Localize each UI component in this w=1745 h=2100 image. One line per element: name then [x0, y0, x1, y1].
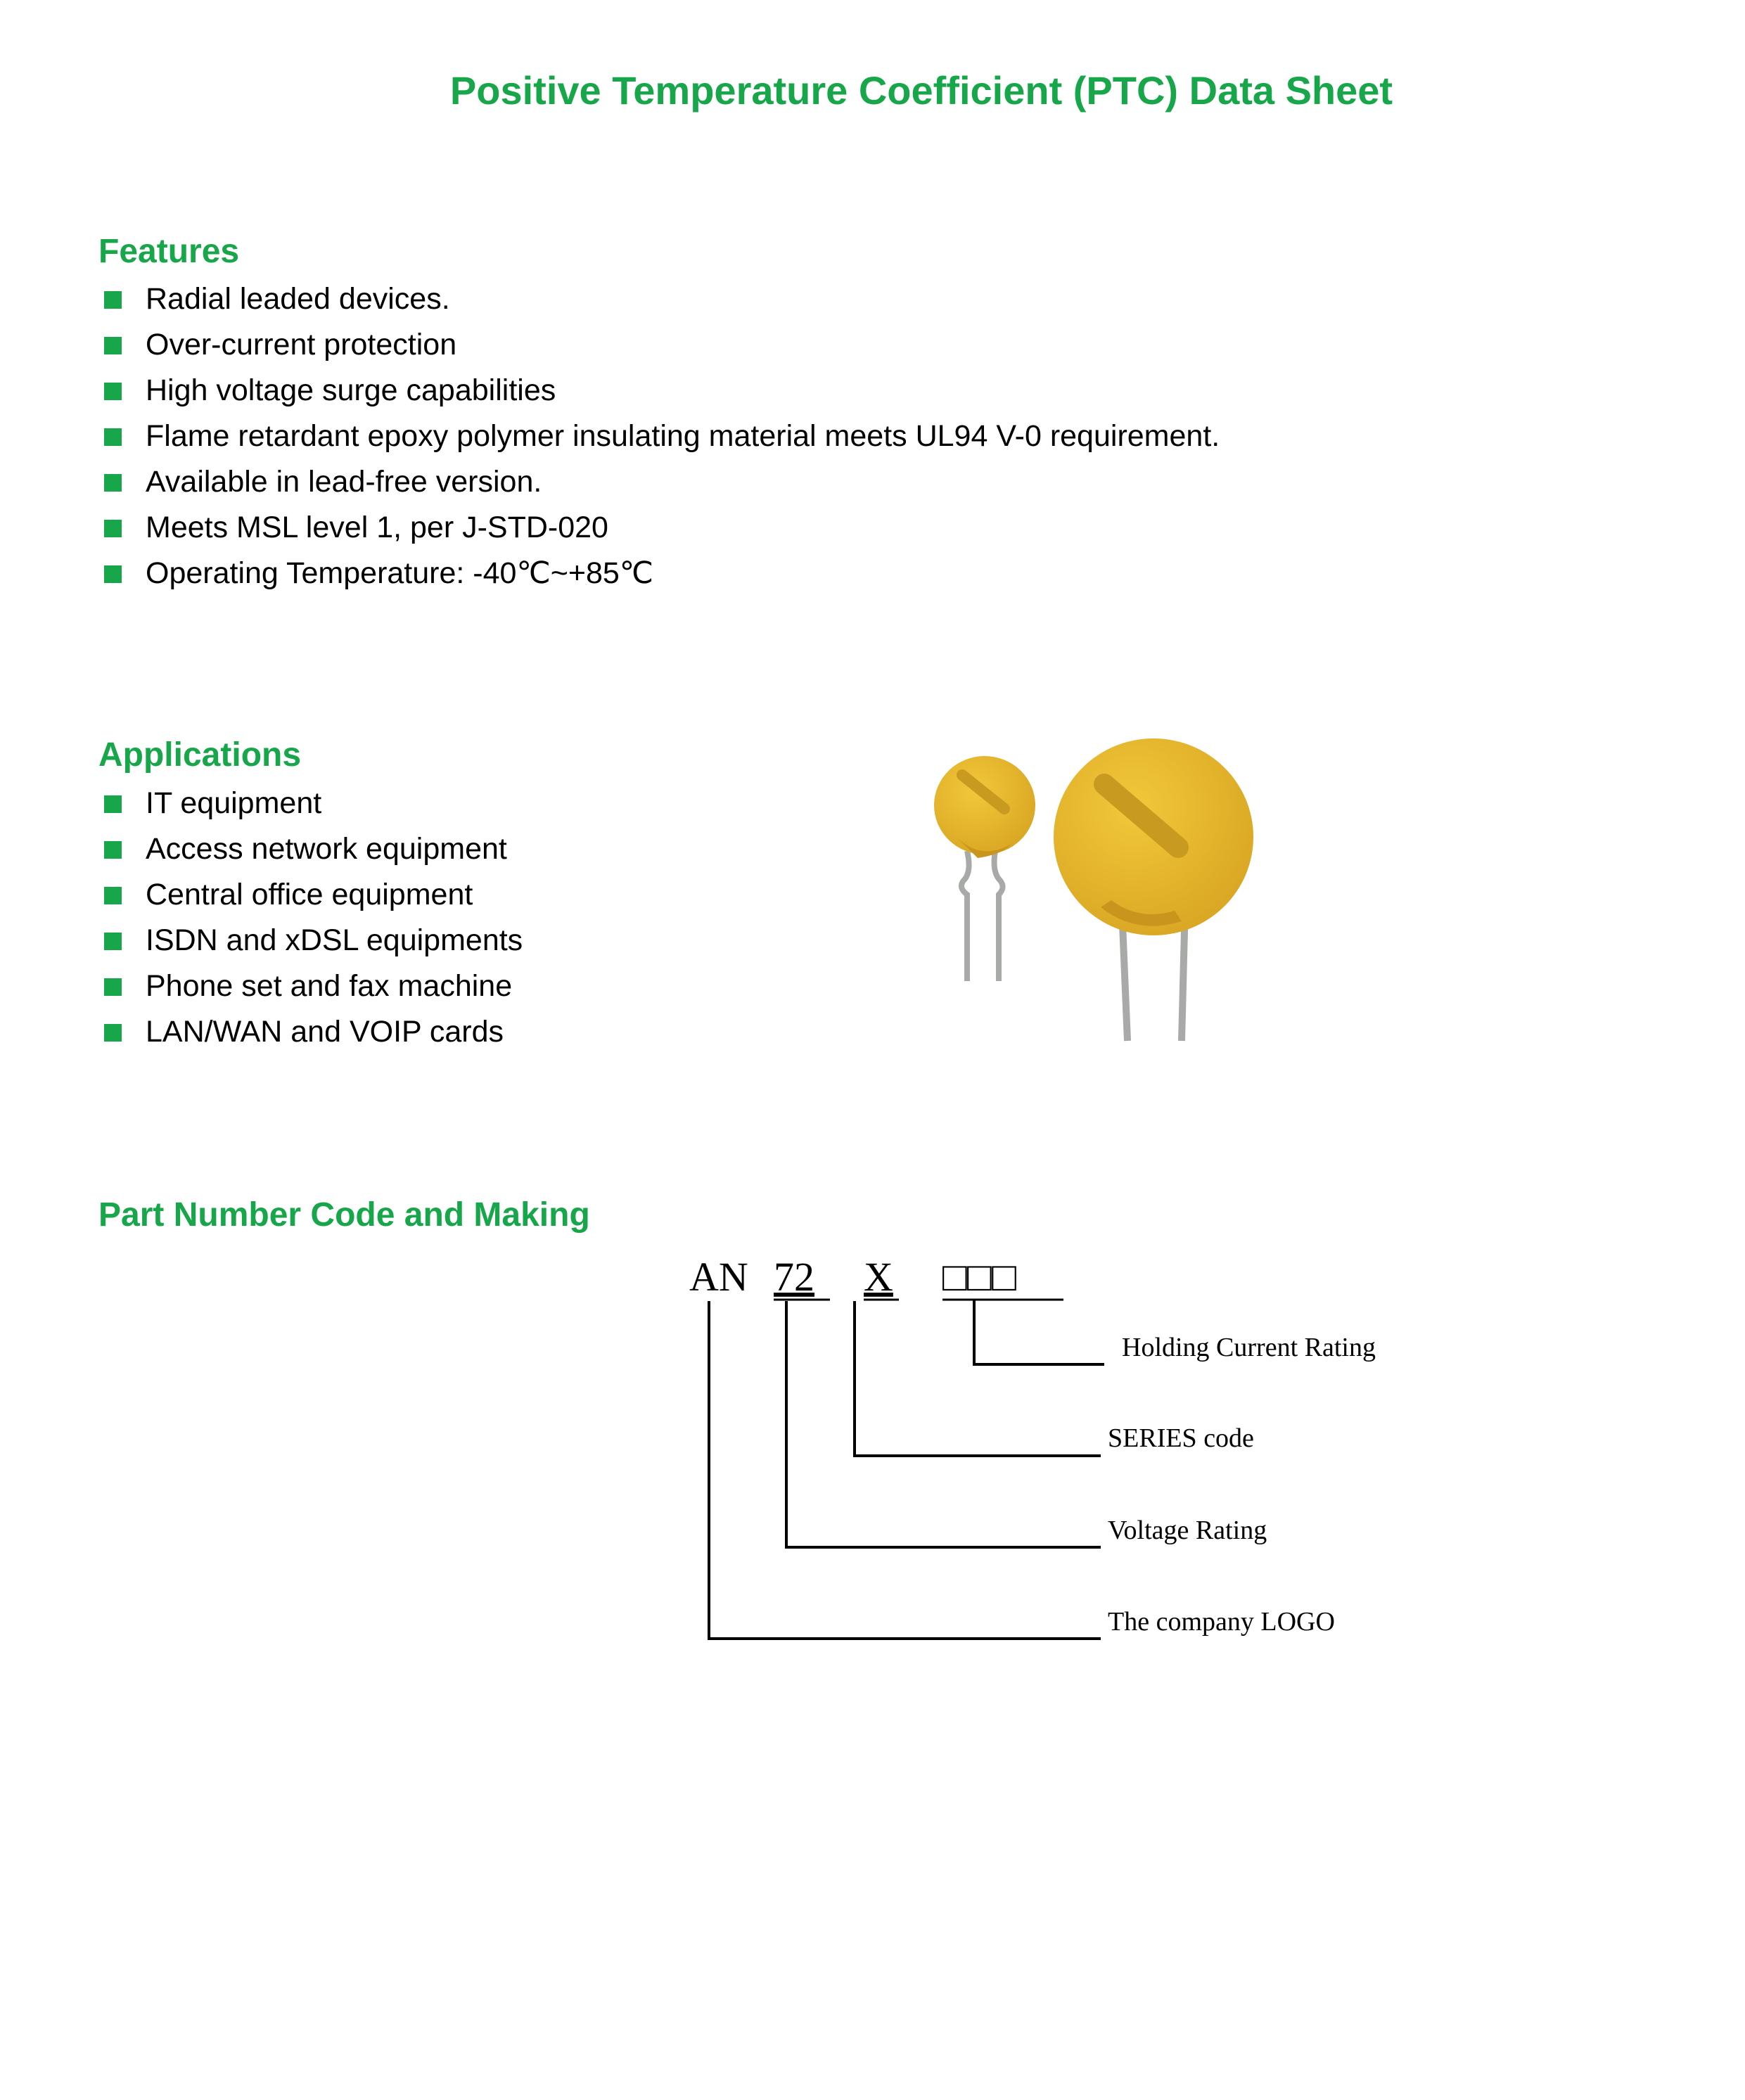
bullet-square-icon — [104, 520, 122, 537]
bullet-square-icon — [104, 887, 122, 904]
code-series: X — [864, 1254, 893, 1300]
list-item: IT equipment — [104, 781, 523, 826]
bullet-square-icon — [104, 1024, 122, 1042]
code-logo: AN — [689, 1254, 748, 1300]
features-list — [104, 276, 1220, 596]
leader-lines — [709, 1300, 1104, 1639]
features-heading: Features — [98, 233, 240, 270]
code-current: □□□ — [942, 1254, 1017, 1300]
list-item: Over-current protection — [104, 322, 1220, 368]
bullet-square-icon — [104, 565, 122, 583]
label-voltage-rating: Voltage Rating — [1108, 1516, 1267, 1545]
list-item: Phone set and fax machine — [104, 963, 523, 1009]
large-ptc-component — [1054, 738, 1253, 1041]
bullet-square-icon — [104, 978, 122, 996]
bullet-square-icon — [104, 337, 122, 354]
list-item: Available in lead-free version. — [104, 459, 1220, 505]
list-item: Flame retardant epoxy polymer insulating material meets UL94 V-0 requirement. — [104, 414, 1220, 459]
page-title: Positive Temperature Coefficient (PTC) Data Sheet — [449, 68, 1393, 113]
bullet-square-icon — [104, 933, 122, 950]
bullet-square-icon — [104, 841, 122, 859]
bullet-square-icon — [104, 795, 122, 813]
applications-list — [104, 781, 523, 1055]
list-item: High voltage surge capabilities — [104, 368, 1220, 414]
list-item: ISDN and xDSL equipments — [104, 918, 523, 963]
list-item: Meets MSL level 1, per J-STD-020 — [104, 505, 1220, 551]
ptc-components-photo — [928, 731, 1350, 1055]
bullet-square-icon — [104, 383, 122, 400]
list-item: Access network equipment — [104, 826, 523, 872]
list-item: Operating Temperature: -40℃~+85℃ — [104, 551, 1220, 596]
part-number-diagram — [675, 1252, 1449, 1660]
list-item: Radial leaded devices. — [104, 276, 1220, 322]
bullet-square-icon — [104, 474, 122, 492]
bullet-square-icon — [104, 291, 122, 309]
label-series-code: SERIES code — [1108, 1423, 1254, 1453]
bullet-square-icon — [104, 428, 122, 446]
label-holding-current: Holding Current Rating — [1122, 1333, 1376, 1362]
part-number-heading: Part Number Code and Making — [98, 1196, 590, 1234]
small-ptc-component — [934, 756, 1035, 981]
code-voltage: 72 — [774, 1254, 814, 1300]
list-item: Central office equipment — [104, 872, 523, 918]
label-company-logo: The company LOGO — [1108, 1607, 1335, 1637]
list-item: LAN/WAN and VOIP cards — [104, 1009, 523, 1055]
applications-heading: Applications — [98, 736, 302, 774]
